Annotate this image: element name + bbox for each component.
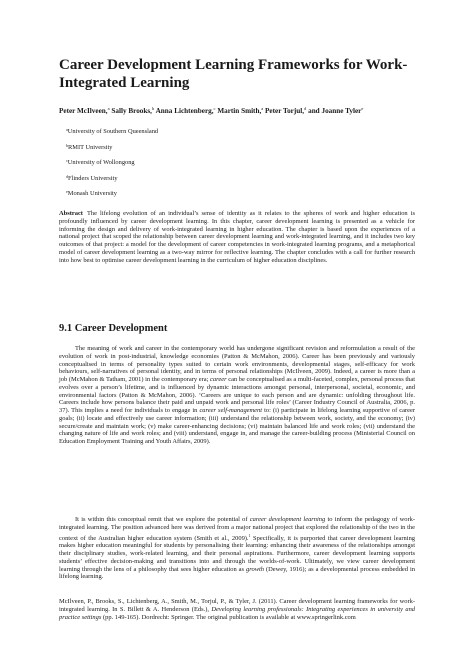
affiliation-list — [66, 125, 158, 203]
citation-note: McIlveen, P., Brooks, S., Lichtenberg, A., Smith, M., Torjul, P., & Tyler, J. (2011). Career development learning frameworks for work-integrated learning. In S. Billett & A. Henderson (Eds.), Developing learning professionals: Integrating experiences in university and practice settings (pp. 149-165). Dordrecht: Springer. The original publication is available at www.springerlink.com — [59, 598, 416, 621]
author: and Joanne Tyler$^e$ — [306, 106, 364, 115]
body-paragraph-1: The meaning of work and career in the contemporary world has undergone significant revision and reformulation a result of the evolution of work in post-industrial, knowledge economies (Patton & McMahon, 2006). Career has been previously and variously conceptualised in terms of personality types suited to certain work environments, developmental stages, self-efficacy for work behaviours, self-narratives of personal identity, and in terms of personal relationships (McIlveen, 2009). Indeed, a career is more than a job (McMahon & Tatham, 2001) in the contemporary era; career can be conceptualised as a multi-faceted, complex, personal process that evolves over a person’s lifetime, and is influenced by dynamic interactions amongst personal, interpersonal, societal, economic, and environmental factors (Patton & McMahon, 2006). ‘Careers are unique to each person and are dynamic: unfolding throughout life. Careers include how persons balance their paid and unpaid work and personal life roles’ (Career Industry Council of Australia, 2006, p. 37). This implies a need for individuals to engage in career self-management to: (i) participate in lifelong learning supportive of career goals; (ii) locate and effectively use career information; (iii) understand the relationship between work, society, and the economy; (iv) secure/create and maintain work; (v) make career-enhancing decisions; (vi) maintain balanced life and work roles; (vii) understand the changing nature of life and work roles; and (viii) understand, engage in, and manage the career-building process (Ministerial Council on Education Employment Training and Youth Affairs, 2009). — [59, 345, 415, 445]
author: Anna Lichtenberg,$^c$ — [154, 106, 216, 115]
affiliation: $^a$University of Southern Queensland — [66, 127, 159, 135]
affiliation: $^e$Monash University — [66, 189, 117, 198]
body-paragraph-2: It is within this conceptual remit that we explore the potential of career development learning to inform the pedagogy of work-integrated learning. The position advanced here was derived from a major national project that explored the relationship of the two in the context of the Australian higher education system (Smith et al., 2009).$^1$ Specifically, it is purported that career development learning makes higher education meaningful for students by personalising their learning: enhancing their awareness of the relationships amongst their disciplinary studies, work-related learning, and their personal aspirations. Furthermore, career development learning supports students’ effective decision-making and transitions into and through the worlds-of-work. Ultimately, we view career development learning through the lens of a philosophy that sees higher education as growth (Dewey, 1916); as a developmental process embedded in lifelong learning. — [59, 516, 416, 581]
affiliation: $^b$RMIT University — [66, 142, 113, 151]
affiliation: $^d$Flinders University — [66, 173, 118, 182]
paper-title: Career Development Learning Frameworks for Work-Integrated Learning — [59, 57, 408, 91]
author: Peter Torjul,$^d$ — [263, 106, 307, 115]
affiliation: $^c$University of Wollongong — [66, 158, 135, 167]
section-heading: 9.1 Career Development — [59, 323, 168, 334]
abstract-text: The lifelong evolution of an individual’s sense of identity as it relates to the spheres of work and higher education is profoundly influenced by career development learning. In this chapter, career development learning is presented as a vehicle for informing the design and delivery of work-integrated learning in higher education. The chapter is based upon the experiences of a national project that scoped the relationship between career development learning and work-integrated learning, and it includes two key outcomes of that project: a model for the development of career competencies in work-integrated learning programs, and a metaphorical model of career development learning as a two-way mirror for reflective learning. The chapter concludes with a call for further research into how best to optimise career development learning in the curriculum of higher education disciplines. — [59, 210, 415, 264]
footnote-ref: 1 — [248, 532, 251, 538]
author: Sally Brooks,$^b$ — [109, 106, 155, 115]
abstract — [59, 210, 415, 264]
author-list — [59, 106, 439, 115]
author: Peter McIlveen,$^a$ — [59, 106, 110, 115]
abstract-label: Abstract — [59, 210, 83, 217]
author: Martin Smith,$^a$ — [215, 106, 264, 115]
